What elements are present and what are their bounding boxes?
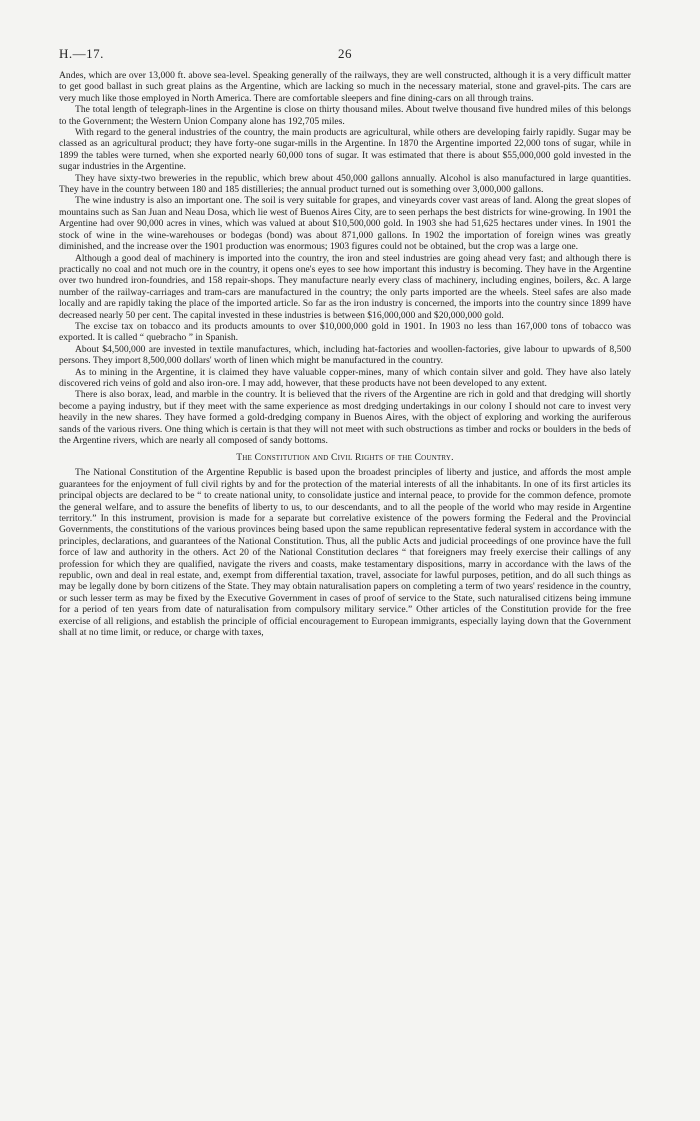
section-heading: The Constitution and Civil Rights of the Country. [236,452,454,464]
page-header [59,46,631,70]
document-page [59,46,631,639]
paragraph-dredging: There is also borax, lead, and marble in the country. It is believed that the rivers of the Argentine are rich in gold and that dredging will shortly become a paying industry, but if they meet with the same experience as most dredging undertakings in our colony I should not care to invest very heavily in the new shares. They have formed a gold-dredging company in Buenos Aires, with the object of exploring and working the auriferous sands of the various rivers. One thing which is certain is that they will not meet with such obstructions as timber and rocks or boulders in the beds of the Argentine rivers, which are nearly all composed of sandy bottoms. [59,389,631,446]
paragraph-mining: As to mining in the Argentine, it is claimed they have valuable copper-mines, many of which contain silver and gold. They have also lately discovered rich veins of gold and also iron-ore. I may add, however, that these products have not been developed to any extent. [59,366,631,389]
document-body [59,70,631,639]
paragraph-railways: Andes, which are over 13,000 ft. above sea-level. Speaking generally of the railways, they are well constructed, although it is a very difficult matter to get good ballast in such great plains as the Argentine, which are lacking so much in the necessary material, stone and gravel-pits. The cars are very much like those employed in North America. There are comfortable sleepers and fine dining-cars on all through trains. [59,70,631,104]
document-reference: H.—17. [59,46,104,61]
paragraph-textiles: About $4,500,000 are invested in textile manufactures, which, including hat-factories and woollen-factories, give labour to upwards of 8,500 persons. They import 8,500,000 dollars' worth of linen which might be manufactured in the country. [59,343,631,367]
page-number: 26 [338,46,352,61]
paragraph-breweries: They have sixty-two breweries in the republic, which brew about 450,000 gallons annually. Alcohol is also manufactured in large quantities. They have in the country between 180 and 185 distilleries; the annual product turned out is something over 3,000,000 gallons. [59,172,631,196]
paragraph-iron-steel: Although a good deal of machinery is imported into the country, the iron and steel industries are going ahead very fast; and although there is practically no coal and not much ore in the country, it opens one's eyes to see how important this industry is becoming. They have in the Argentine over two hundred iron-foundries, and 158 repair-shops. They manufacture nearly every class of machinery, including engines, boilers, &c. A large number of the railway-carriages and tram-cars are manufactured in the country; the only parts imported are the wheels. Steel safes are also made locally and are rapidly taking the place of the imported article. So far as the iron industry is concerned, the imports into the country since 1899 have decreased nearly 50 per cent. The capital invested in these industries is between $16,000,000 and $20,000,000 gold. [59,252,631,321]
paragraph-tobacco: The excise tax on tobacco and its products amounts to over $10,000,000 gold in 1901. In 1903 no less than 167,000 tons of tobacco was exported. It is called “ quebracho ” in Spanish. [59,320,631,344]
paragraph-telegraph: The total length of telegraph-lines in the Argentine is close on thirty thousand miles. About twelve thousand five hundred miles of this belongs to the Government; the Western Union Company alone has 192,705 miles. [59,104,631,127]
paragraph-industries: With regard to the general industries of the country, the main products are agricultural, while others are developing fairly rapidly. Sugar may be classed as an agricultural product; they have forty-one sugar-mills in the Argentine. In 1870 the Argentine imported 22,000 tons of sugar, while in 1899 the tables were turned, when she exported nearly 60,000 tons of sugar. It was estimated that there is about $55,000,000 gold invested in the sugar industries in the Argentine. [59,127,631,173]
paragraph-constitution: The National Constitution of the Argentine Republic is based upon the broadest principles of liberty and justice, and affords the most ample guarantees for the enjoyment of full civil rights by and for the protection of the material interests of all the inhabitants. In one of its first articles its principal objects are declared to be “ to create national unity, to consolidate justice and internal peace, to provide for the common defence, promote the general welfare, and to assure the benefits of liberty to us, to our descendants, and to all the people of the world who may reside in Argentine territory.” In this instrument, provision is made for a separate but correlative existence of the powers forming the Federal and the Provincial Governments, the constitutions of the various provinces being based upon the same republican representative federal system in accordance with the principles, declarations, and guarantees of the National Constitution. Thus, all the public Acts and judicial proceedings of one province have the full force of law and authority in the others. Act 20 of the National Constitution declares “ that foreigners may freely exercise their callings of any profession for which they are qualified, navigate the rivers and coasts, make testamentary dispositions, marry in accordance with the laws of the republic, own and deal in real estate, and, exempt from differential taxation, travel, associate for lawful purposes, petition, and do all such things as may be legally done by born citizens of the State. They may obtain naturalisation papers on completing a term of two years' residence in the country, or such lesser term as may be fixed by the Executive Government in cases of proof of service to the State, such naturalised citizens being immune for a period of ten years from date of naturalisation from compulsory military service.” Other articles of the Constitution provide for the free exercise of all religions, and establish the principle of official encouragement to European immigrants, especially laying down that the Government shall at no time limit, or reduce, or charge with taxes, [59,467,631,639]
paragraph-wine: The wine industry is also an important one. The soil is very suitable for grapes, and vineyards cover vast areas of land. Along the great slopes of mountains such as San Juan and Neau Dosa, which lie west of Buenos Aires City, are to seen perhaps the best districts for wine-growing. In 1901 the Argentine had over 90,000 acres in vines, which was valued at about $10,500,000 gold. In 1903 she had 51,625 hectares under vines. In 1901 the stock of wine in the wine-warehouses or bodegas (bond) was about 871,000 gallons. In 1902 the importation of foreign wines was greatly diminished, and the increase over the 1901 production was enormous; 1903 figures could not be obtained, but the crop was a large one. [59,195,631,253]
